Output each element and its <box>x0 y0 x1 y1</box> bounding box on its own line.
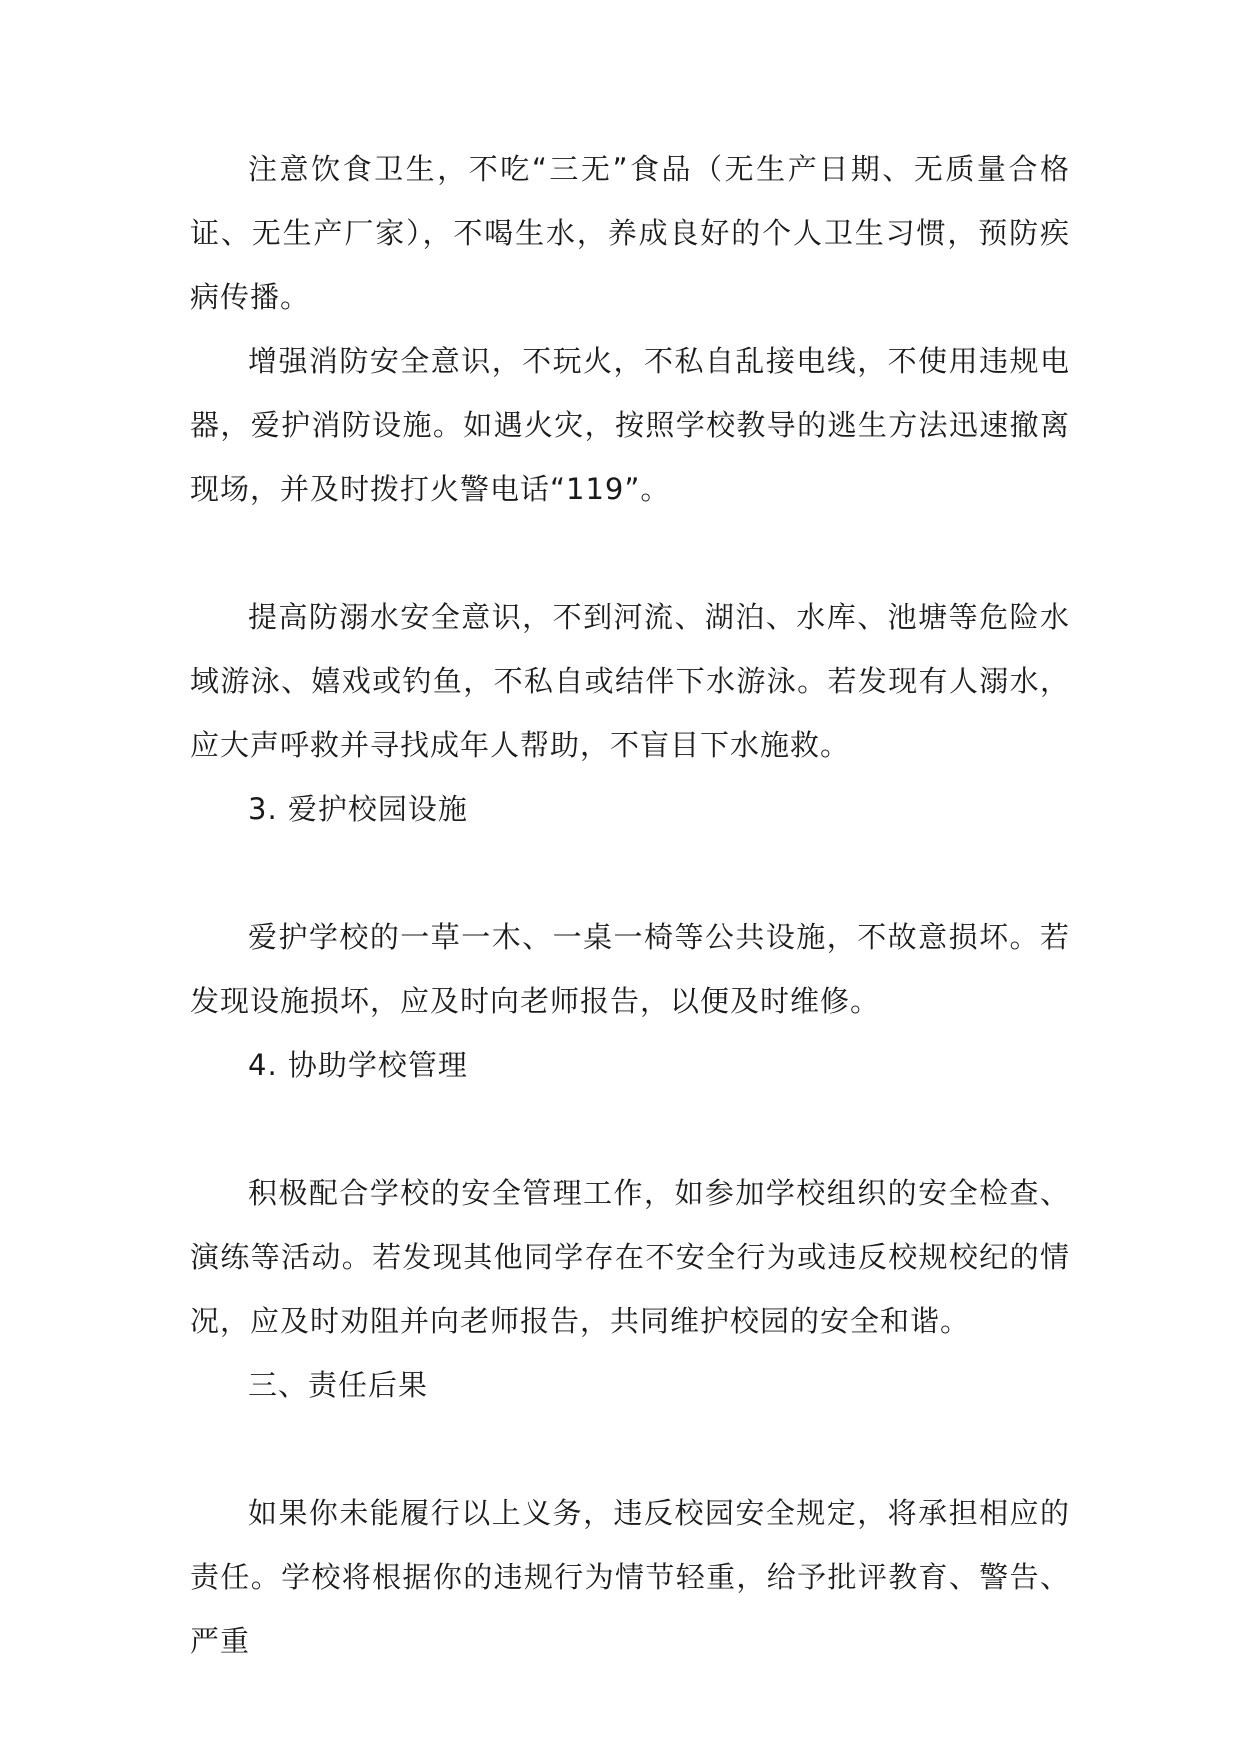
paragraph-safety-management: 积极配合学校的安全管理工作，如参加学校组织的安全检查、演练等活动。若发现其他同学存在不安全行为或违反校规校纪的情况，应及时劝阻并向老师报告，共同维护校园的安全和谐。 <box>190 1176 1070 1338</box>
paragraph-drowning-prevention: 提高防溺水安全意识，不到河流、湖泊、水库、池塘等危险水域游泳、嬉戏或钓鱼，不私自或结伴下水游泳。若发现有人溺水，应大声呼救并寻找成年人帮助，不盲目下水施救。 <box>190 600 1070 762</box>
heading-campus-facilities: 3. 爱护校园设施 <box>248 792 468 826</box>
paragraph-fire-safety: 增强消防安全意识，不玩火，不私自乱接电线，不使用违规电器，爱护消防设施。如遇火灾，按照学校教导的逃生方法迅速撤离现场，并及时拨打火警电话“119”。 <box>190 344 1070 506</box>
heading-responsibility-consequences: 三、责任后果 <box>248 1368 429 1402</box>
paragraph-consequences: 如果你未能履行以上义务，违反校园安全规定，将承担相应的责任。学校将根据你的违规行为情节轻重，给予批评教育、警告、严重 <box>190 1496 1070 1658</box>
heading-assist-management: 4. 协助学校管理 <box>248 1048 468 1082</box>
paragraph-food-hygiene: 注意饮食卫生，不吃“三无”食品（无生产日期、无质量合格证、无生产厂家），不喝生水，养成良好的个人卫生习惯，预防疾病传播。 <box>190 152 1070 314</box>
paragraph-protect-facilities: 爱护学校的一草一木、一桌一椅等公共设施，不故意损坏。若发现设施损坏，应及时向老师报告，以便及时维修。 <box>190 920 1070 1018</box>
